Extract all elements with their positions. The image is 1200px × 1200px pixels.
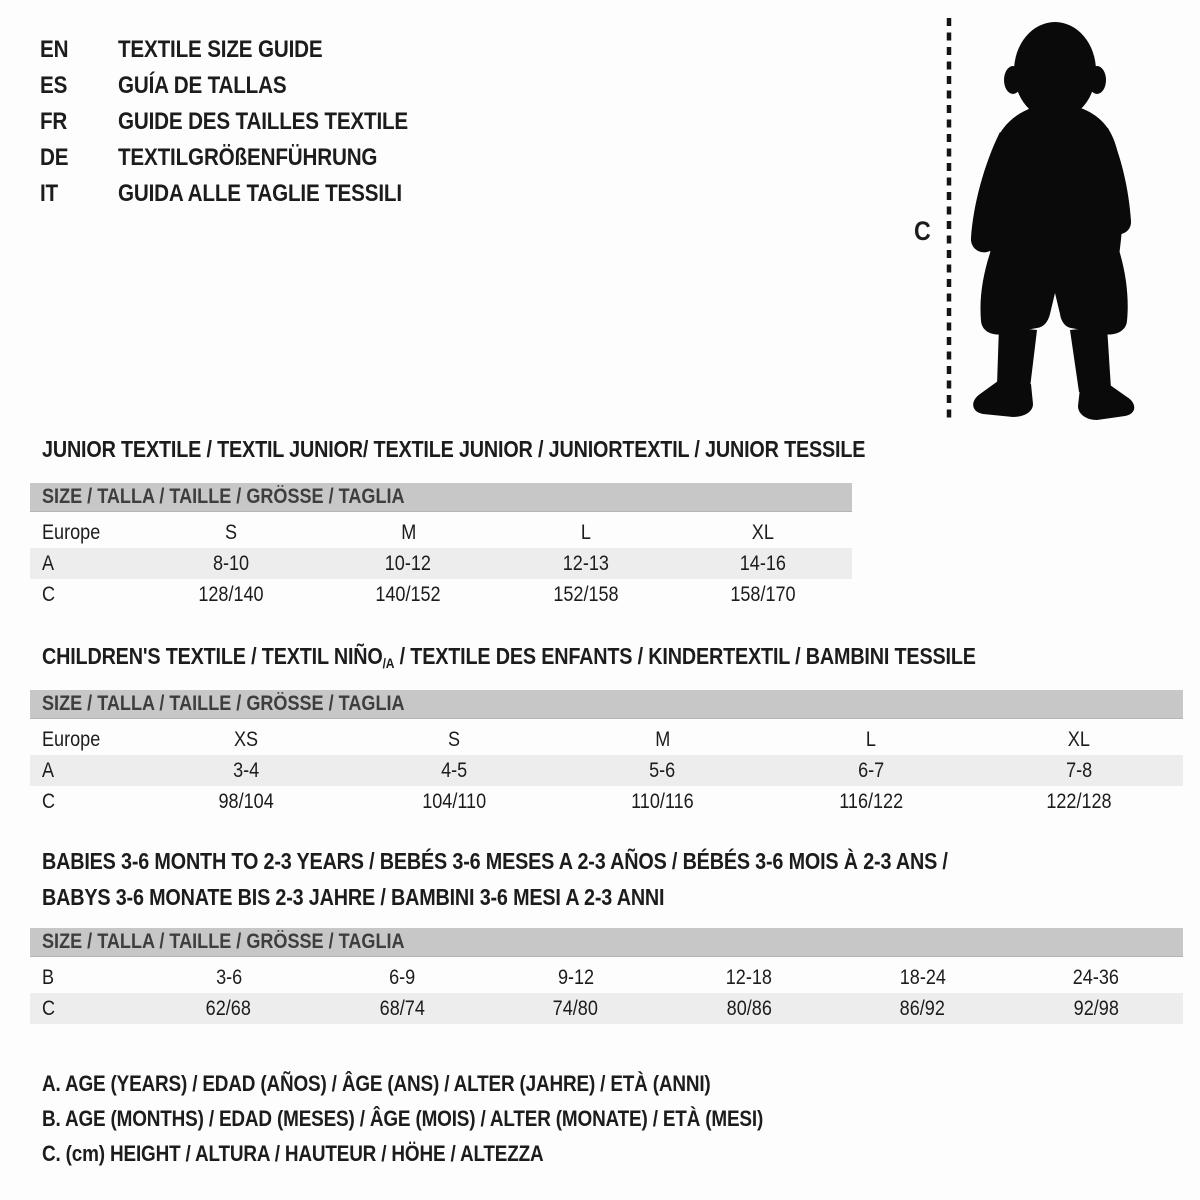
size-column-header [975,728,1183,752]
size-value-text: 158/170 [730,582,796,606]
babies-section-title-line1: BABIES 3-6 MONTH TO 2-3 YEARS / BEBÉS 3-6 MESES A 2-3 AÑOS / BÉBÉS 3-6 MOIS À 2-3 ANS / [42,848,948,874]
size-value [675,583,853,607]
guide-title-text: GUIDE DES TAILLES TEXTILE [118,108,409,135]
size-value-text: 7-8 [1065,758,1092,782]
language-code-text: IT [40,180,59,207]
row-label-text: B [42,965,55,989]
size-value [350,759,558,783]
children-section-title-text [42,638,976,681]
guide-title-text: GUIDA ALLE TAGLIE TESSILI [118,180,402,207]
size-value-text: 9-12 [557,965,594,989]
size-value-text: 128/140 [198,582,264,606]
size-value-text: 6-9 [389,965,416,989]
legend-age-years-text: A. AGE (YEARS) / EDAD (AÑOS) / ÂGE (ANS) / ALTER (JAHRE) / ETÀ (ANNI) [42,1071,711,1096]
legend-age-months-text: B. AGE (MONTHS) / EDAD (MESES) / ÂGE (MOIS) / ALTER (MONATE) / ETÀ (MESI) [42,1106,764,1131]
row-label-text: A [42,551,55,575]
size-value-text: 5-6 [649,758,676,782]
size-value-text: 80/86 [726,996,772,1020]
row-label-text: A [42,758,55,782]
size-value [836,966,1010,990]
babies-age-row [30,962,1183,993]
size-value-text: 68/74 [379,996,425,1020]
row-label [30,966,142,990]
size-value [1010,966,1184,990]
babies-height-row [30,993,1183,1024]
height-measure-label [914,216,934,247]
size-value-text: 62/68 [206,996,252,1020]
size-column-header [767,728,975,752]
size-value-text: 86/92 [900,996,946,1020]
babies-section-title [42,843,1095,915]
row-label [30,552,142,576]
size-column-header [320,521,498,545]
size-column-header-text: S [224,520,237,544]
language-code [40,180,118,208]
guide-title-text: TEXTILGRÖßENFÜHRUNG [118,144,378,171]
guide-title-text: GUÍA DE TALLAS [118,72,287,99]
size-value [497,552,675,576]
children-title-prefix: CHILDREN'S TEXTILE / TEXTIL NIÑO [42,643,383,669]
guide-title [118,108,455,136]
language-row-de [40,140,455,176]
junior-section-title [42,431,999,467]
junior-size-bar [30,483,852,512]
children-title-sub: /A [382,655,395,671]
size-value [320,552,498,576]
size-column-header [675,521,853,545]
row-label-text: C [42,996,56,1020]
size-value [1010,997,1184,1021]
size-column-header-text: XL [1067,727,1090,751]
size-value-text: 12-18 [726,965,773,989]
language-title-list [40,32,455,212]
size-value-text: 140/152 [375,582,441,606]
region-label [30,521,142,545]
legend-height-cm-text: C. (cm) HEIGHT / ALTURA / HAUTEUR / HÖHE / ALTEZZA [42,1141,544,1166]
language-code [40,36,118,64]
children-header-row [30,724,1183,755]
children-size-bar [30,690,1183,719]
legend-age-months [42,1101,880,1136]
size-column-header [558,728,766,752]
guide-title [118,36,455,64]
size-value [975,790,1183,814]
babies-size-bar-text: SIZE / TALLA / TAILLE / GRÖSSE / TAGLIA [42,930,405,953]
children-height-row [30,786,1183,817]
babies-size-bar [30,928,1183,957]
size-column-header-text: XS [234,727,259,751]
size-column-header-text: L [865,727,876,751]
language-code [40,72,118,100]
size-value-text: 74/80 [553,996,599,1020]
measure-legend [42,1066,880,1171]
babies-size-table [30,928,1183,1024]
size-column-header [142,728,350,752]
toddler-silhouette-icon [958,14,1148,422]
size-value [316,997,490,1021]
language-row-es [40,68,455,104]
size-value-text: 18-24 [899,965,946,989]
size-column-header-text: L [580,520,591,544]
size-value-text: 98/104 [218,789,274,813]
size-value-text: 3-6 [215,965,242,989]
junior-section-title-text: JUNIOR TEXTILE / TEXTIL JUNIOR/ TEXTILE JUNIOR / JUNIORTEXTIL / JUNIOR TESSILE [42,436,866,462]
height-measure-label-text: C [914,216,931,246]
size-value [142,966,316,990]
language-code-text: DE [40,144,69,171]
row-label [30,790,142,814]
size-column-header [142,521,320,545]
size-column-header-text: XL [752,520,775,544]
size-column-header [350,728,558,752]
size-value-text: 6-7 [857,758,884,782]
size-column-header [497,521,675,545]
children-size-table [30,690,1183,817]
children-age-row [30,755,1183,786]
region-label-text: Europe [42,520,101,544]
size-value [767,790,975,814]
size-value [558,790,766,814]
junior-height-row [30,579,852,610]
row-label-text: C [42,582,56,606]
size-column-header-text: M [654,727,671,751]
region-label [30,728,142,752]
size-column-header-text: M [400,520,416,544]
language-row-fr [40,104,455,140]
row-label [30,997,142,1021]
language-code-text: EN [40,36,69,63]
size-value-text: 116/122 [838,789,903,813]
babies-section-title-line2: BABYS 3-6 MONATE BIS 2-3 JAHRE / BAMBINI 3-6 MESI A 2-3 ANNI [42,884,665,910]
legend-age-years [42,1066,880,1101]
legend-height-cm [42,1136,880,1171]
size-column-header-text: S [448,727,461,751]
region-label-text: Europe [42,727,101,751]
size-value-text: 152/158 [553,582,619,606]
size-value [142,552,320,576]
size-value [142,790,350,814]
size-value-text: 24-36 [1073,965,1120,989]
guide-title-text: TEXTILE SIZE GUIDE [118,36,323,63]
size-value [975,759,1183,783]
children-size-bar-text: SIZE / TALLA / TAILLE / GRÖSSE / TAGLIA [42,692,405,715]
size-value [316,966,490,990]
size-value-text: 3-4 [233,758,260,782]
size-value [497,583,675,607]
size-value [558,759,766,783]
size-value [489,966,663,990]
language-row-en [40,32,455,68]
children-section-title [42,638,1128,681]
junior-age-row [30,548,852,579]
size-value-text: 92/98 [1073,996,1119,1020]
junior-size-table [30,483,852,610]
size-value-text: 8-10 [212,551,249,575]
language-code-text: FR [40,108,68,135]
size-value [663,966,837,990]
size-value [142,583,320,607]
language-code [40,108,118,136]
size-value-text: 4-5 [441,758,468,782]
size-value [675,552,853,576]
size-value-text: 122/128 [1046,789,1112,813]
size-value-text: 104/110 [422,789,487,813]
guide-title [118,180,455,208]
guide-title [118,72,455,100]
size-value [320,583,498,607]
size-value [836,997,1010,1021]
row-label-text: C [42,789,56,813]
language-row-it [40,176,455,212]
language-code [40,144,118,172]
size-value [767,759,975,783]
row-label [30,759,142,783]
size-value-text: 12-13 [562,551,609,575]
size-value-text: 14-16 [740,551,787,575]
size-value [142,997,316,1021]
junior-size-bar-text: SIZE / TALLA / TAILLE / GRÖSSE / TAGLIA [42,485,405,508]
size-value [489,997,663,1021]
size-value [142,759,350,783]
size-value-text: 110/116 [631,789,694,813]
language-code-text: ES [40,72,68,99]
size-value-text: 10-12 [385,551,432,575]
size-value [350,790,558,814]
row-label [30,583,142,607]
junior-header-row [30,517,852,548]
size-value [663,997,837,1021]
children-title-suffix: / TEXTILE DES ENFANTS / KINDERTEXTIL / BAMBINI TESSILE [394,643,976,669]
guide-title [118,144,455,172]
height-dashed-line-icon [944,16,954,420]
